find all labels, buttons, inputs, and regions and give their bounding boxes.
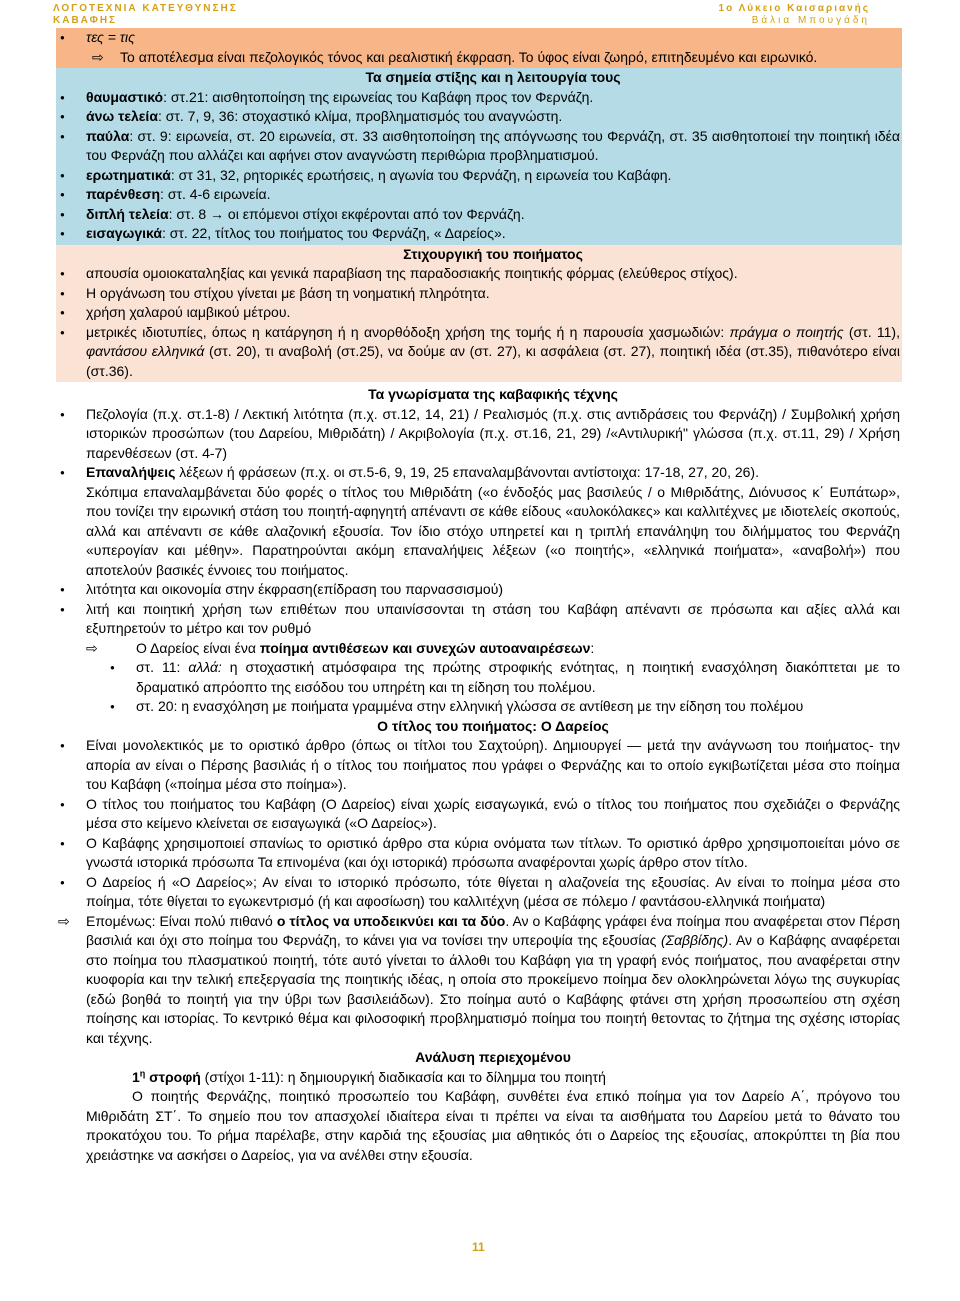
section-heading: Τα σημεία στίξης και η λειτουργία τους <box>365 69 621 85</box>
punctuation-block <box>56 68 902 245</box>
title-block <box>56 717 902 1049</box>
list-item: ● χρήση χαλαρού ιαμβικού μέτρου. <box>86 303 900 323</box>
list-item: ● Ο Δαρείος ή «Ο Δαρείος»; Αν είναι το ιστορικό πρόσωπο, τότε θίγεται η αλαζονεία της εξουσίας. Αν είναι το ποίημα μέσα στο ποίημα, τότε θίγεται το εγωκεντρισμό (ή και αφοσίωση) του καλλιτέχνη (μέσα σε πόλεμο / φαντάσου-ελληνικά ποιήματα) <box>86 873 900 912</box>
arrow-right-icon: ⇨ <box>58 912 70 929</box>
header-author: ΚΑΒΑΦΗΣ <box>53 15 118 26</box>
paragraph: Σκόπιμα επαναλαμβάνεται δύο φορές ο τίτλος του Μιθριδάτη («ο ένδοξός μας βασιλεύς / ο Μιθριδάτης, Διόνυσος κ΄ Ευπάτωρ», που τονίζει την ειρωνική στάση του ποιητή-αφηγητή απέναντι σε κάθε είδους «αυλοκόλακες» και καλλιτέχνες με ιδιοτελείς σκοπούς, αλλά και απέναντι σε κάθε αλαζονική εξουσία. Τον ίδιο στόχο υπηρετεί και η τριπλή επανάληψη του διλήμματος του Φερνάζη «υπερογίαν και μέθην». Παρατηρούνται ακόμη επαναλήψεις λέξεων («ο ποιητής», «ελληνικά ποιήματα», «αναβολή») που αποτελούν βασικές έννοιες του ποιήματος. <box>86 483 900 578</box>
section-heading: Ανάλυση περιεχομένου <box>415 1049 571 1065</box>
subheading: $1^\eta$ στροφή (στίχοι 1-11): η δημιουργική διαδικασία και το δίλημμα του ποιητή <box>132 1067 606 1085</box>
list-item: ● Ο τίτλος του ποιήματος του Καβάφη (Ο Δαρείος) είναι χωρίς εισαγωγικά, ενώ ο τίτλος του ποιήματος που σχεδιάζει ο Φερνάζης μέσα στο κείμενο κλείνεται σε εισαγωγικά («Ο Δαρείος»). <box>86 795 900 834</box>
list-item: ● θαυμαστικό: στ.21: αισθητοποίηση της ειρωνείας του Καβάφη προς τον Φερνάζη. <box>86 88 900 108</box>
list-item: ● μετρικές ιδιοτυπίες, όπως η κατάργηση ή η ανορθόδοξη χρήση της τομής ή η παρουσία χασμωδιών: πράγμα ο ποιητής (στ. 11), φαντάσου ελληνικά (στ. 20), τι αναβολή (στ.25), να δούμε αν (στ. 27), κι ασφάλεια (στ. 27), ποιητική ιδέα (στ.35), πιθανότερο είναι (στ.36). <box>86 323 900 382</box>
list-item: ● στ. 11: αλλά: η στοχαστική ατμόσφαιρα της πρώτης στροφικής ενότητας, η ποιητική ενασχόληση διακόπτεται με το δραματικό απρόοπτο της εισόδου του υπηρέτη και τη είδηση του πολέμου. <box>136 658 900 697</box>
list-item: ● στ. 20: η ενασχόληση με ποιήματα γραμμένα στην ελληνική γλώσσα σε αντίθεση με την είδηση του πολέμου <box>136 697 900 717</box>
list-item: ● Επαναλήψεις λέξεων ή φράσεων (π.χ. οι στ.5-6, 9, 19, 25 επαναλαμβάνονται αντίστοιχα: 17-18, 27, 20, 26). <box>86 463 900 483</box>
list-item: ● εισαγωγικά: στ. 22, τίτλος του ποιήματος του Φερνάζη, « Δαρείος». <box>86 224 900 244</box>
list-item: ⇨ Το αποτέλεσμα είναι πεζολογικός τόνος και ρεαλιστική έκφραση. Το ύφος είναι ζωηρό, επιτηδευμένο και ειρωνικό. <box>86 48 900 68</box>
paragraph: Ο ποιητής Φερνάζης, ποιητικό προσωπείο του Καβάφη, συνθέτει ένα επικό ποίημα για τον Δαρείο Α΄, πρόγονο του Μιθριδάτη ΣΤ΄. Το σημείο που τον απασχολεί ιδιαίτερα είναι τι πρέπει να είναι τα αισθήματα του Δαρείου μετά το θάνατο του προκατόχου του. Το ρήμα παρέλαβε, στην καρδιά της εξουσίας μια αθητικός ότι ο Δαρείος της εξουσίας, αποκρύπτει τη βία που χρειάστηκε να ασκήσει ο Δαρείος, για να ανέλθει στην εξουσία. <box>86 1088 900 1163</box>
list-item: ● Πεζολογία (π.χ. στ.1-8) / Λεκτική λιτότητα (π.χ. στ.12, 14, 21) / Ρεαλισμός (π.χ. στις αντιδράσεις του Φερνάζη) / Συμβολική χρήση ιστορικών προσώπων (του Δαρείου, Μιθριδάτη) / Ακριβολογία (π.χ. στ.16, 21, 29) /«Αντιλυρική" γλώσσα (π.χ. στ.11, 29) / Χρήση παρενθέσεων (στ. 4-7) <box>86 405 900 464</box>
list-item: ● τες = τις <box>86 28 900 48</box>
list-item: ● διπλή τελεία: στ. 8 → οι επόμενοι στίχοι εκφέρονται από τον Φερνάζη. <box>86 205 900 225</box>
analysis-block <box>56 1048 902 1165</box>
section-heading: Στιχουργική του ποιήματος <box>403 245 583 262</box>
page-number: 11 <box>472 1240 485 1254</box>
list-item: ● λιτή και ποιητική χρήση των επιθέτων που υπαινίσσονται τη στάση του Καβάφη απέναντι σε πρόσωπα και αξίες αλλά και εξυπηρετούν το μέτρο και τον ρυθμό <box>86 600 900 639</box>
verse-block <box>56 245 902 383</box>
list-item: ● απουσία ομοιοκαταληξίας και γενικά παραβίαση της παραδοσιακής ποιητικής φόρμας (ελεύθερος στίχος). <box>86 264 900 284</box>
header-teacher: Βάλια Μπουγάδη <box>751 15 870 26</box>
peach-block <box>56 28 902 68</box>
list-item: ● άνω τελεία: στ. 7, 9, 36: στοχαστικό κλίμα, προβληματισμός του αναγνώστη. <box>86 107 900 127</box>
arrow-right-icon: ⇨ <box>92 48 104 65</box>
list-item: ● Είναι μονολεκτικός με το οριστικό άρθρο (όπως οι τίτλοι του Σαχτούρη). Δημιουργεί — μετά την ανάγνωση του ποιήματος- την απορία αν είναι ο Πέρσης βασιλιάς ή ο τίτλος του ποιήματος που γράφει ο Φερνάζης και το οποίο εγκιβωτίζεται μέσα στο ποίημα του Καβάφη («ποίημα μέσα στο ποίημα»). <box>86 736 900 795</box>
features-block <box>56 385 902 717</box>
section-heading: Τα γνωρίσματα της καβαφικής τέχνης <box>368 386 618 402</box>
document-body <box>56 28 902 1165</box>
arrow-right-icon: ⇨ <box>86 639 98 656</box>
list-item: ● παρένθεση: στ. 4-6 ειρωνεία. <box>86 185 900 205</box>
list-item: ● λιτότητα και οικονομία στην έκφραση(επίδραση του παρνασσισμού) <box>86 580 900 600</box>
list-item: ● παύλα: στ. 9: ειρωνεία, στ. 20 ειρωνεία, στ. 33 αισθητοποίηση της απόγνωσης του Φερνάζη, στ. 35 αισθητοποιεί την ποιητική ιδέα του Φερνάζη που αλλάζει και αφήνει στον αναγνώστη περιθώρια προβληματισμού. <box>86 127 900 166</box>
list-item: ⇨ Ο Δαρείος είναι ένα ποίημα αντιθέσεων και συνεχών αυτοαναιρέσεων: <box>86 639 900 659</box>
list-item: ● Ο Καβάφης χρησιμοποιεί σπανίως το οριστικό άρθρο στα κύρια ονόματα των τίτλων. Το οριστικό άρθρο χρησιμοποιείται μόνο σε γνωστά ιστορικά πρόσωπα Τα επινομένα (και όχι ιστορικά) πρόσωπα αναφέρονται χωρίς άρθρο στον τίτλο. <box>86 834 900 873</box>
section-heading: Ο τίτλος του ποιήματος: Ο Δαρείος <box>377 717 609 734</box>
list-item: ● ερωτηματικά: στ 31, 32, ρητορικές ερωτήσεις, η αγωνία του Φερνάζη, η ειρωνεία του Καβάφη. <box>86 166 900 186</box>
header-school: 1ο Λύκειο Καισαριανής <box>718 3 870 14</box>
header-subject: ΛΟΓΟΤΕΧΝΙΑ ΚΑΤΕΥΘΥΝΣΗΣ <box>53 3 238 14</box>
list-item: ● Η οργάνωση του στίχου γίνεται με βάση τη νοηματική πληρότητα. <box>86 284 900 304</box>
list-item: ⇨ Επομένως: Είναι πολύ πιθανό ο τίτλος να υποδεικνύει και τα δύο. Αν ο Καβάφης γράφει ένα ποίημα που αναφέρεται στον Πέρση βασιλιά και όχι στο ποίημα του Φερνάζη, το κάνει για να τονίσει την υπεροψία της εξουσίας (Σαββίδης). Αν ο Καβάφης αναφέρεται στο ποίημα του πλασματικού ποιητή, τότε αυτό γίνεται το άλλοθι του Καβάφη για τη γραφή ενός ποιήματος, που αναφέρεται στην κυοφορία και την τελική επεξεργασία της ποιητικής ιδέας, η οποία στο προκείμενο ποίημα δεν ολοκληρώνεται λόγω της συγκυρίας (εδώ βοηθά το ποιητή για την ύβρι των βασιλειάδων). Στο ποίημα αυτό ο Καβάφης φτάνει στη χρήση προσωπείου στη σχέση ποίησης και ιστορίας. Το κεντρικό θέμα και φιλοσοφική προβληματισμό ποίημα του ποιητή θετοντας το ζήτημα της σχέσης ιστορίας και τέχνης. <box>58 912 901 1046</box>
